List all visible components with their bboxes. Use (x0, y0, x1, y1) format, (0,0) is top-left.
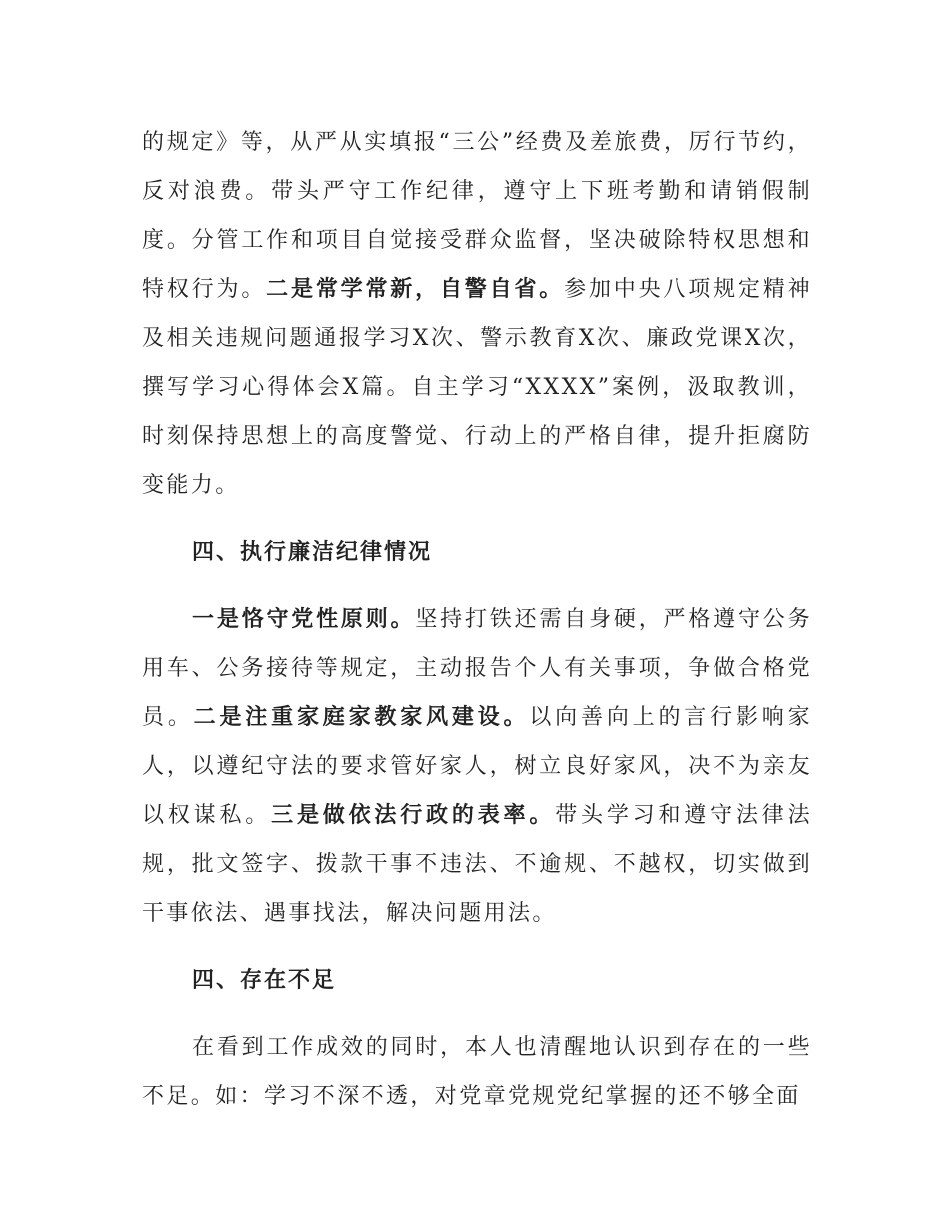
bold-lead-study: 二是常学常新，自警自省。 (266, 277, 565, 302)
bold-lead-party-principle: 一是恪守党性原则。 (192, 607, 416, 632)
paragraph-text: 参加中央八项规定精神及相关违规问题通报学习X次、警示教育X次、廉政党课X次，撰写学习心得体会X篇。自主学习“XXXX”案例，汲取教训，时刻保持思想上的高度警觉、行动上的严格自律，提升拒腐防变能力。 (142, 277, 812, 498)
paragraph-integrity (142, 595, 812, 938)
paragraph-text: 的规定》等，从严从实填报“三公”经费及差旅费，厉行节约，反对浪费。带头严守工作纪律，遵守上下班考勤和请销假制度。分管工作和项目自觉接受群众监督，坚决破除特权思想和特权行为。 (142, 130, 812, 302)
bold-lead-rule-of-law: 三是做依法行政的表率。 (271, 803, 556, 828)
paragraph-text: 以向善向上的言行影响家人，以遵纪守法的要求管好家人，树立良好家风，决不为亲友以权谋私。 (142, 705, 812, 828)
document-page (142, 118, 812, 1121)
bold-lead-family: 二是注重家庭家教家风建设。 (193, 705, 530, 730)
paragraph-text: 在看到工作成效的同时，本人也清醒地认识到存在的一些不足。如：学习不深不透，对党章党规党纪掌握的还不够全面 (142, 1035, 812, 1109)
paragraph-work-discipline (142, 118, 812, 510)
paragraph-text: 坚持打铁还需自身硬，严格遵守公务用车、公务接待等规定，主动报告个人有关事项，争做合格党员。 (142, 607, 813, 730)
paragraph-text: 带头学习和遵守法律法规，批文签字、拨款干事不违法、不逾规、不越权，切实做到干事依法、遇事找法，解决问题用法。 (142, 803, 812, 926)
section-heading-shortcomings: 四、存在不足 (192, 968, 337, 993)
section-heading-integrity: 四、执行廉洁纪律情况 (192, 540, 433, 565)
paragraph-shortcomings (142, 1023, 812, 1121)
